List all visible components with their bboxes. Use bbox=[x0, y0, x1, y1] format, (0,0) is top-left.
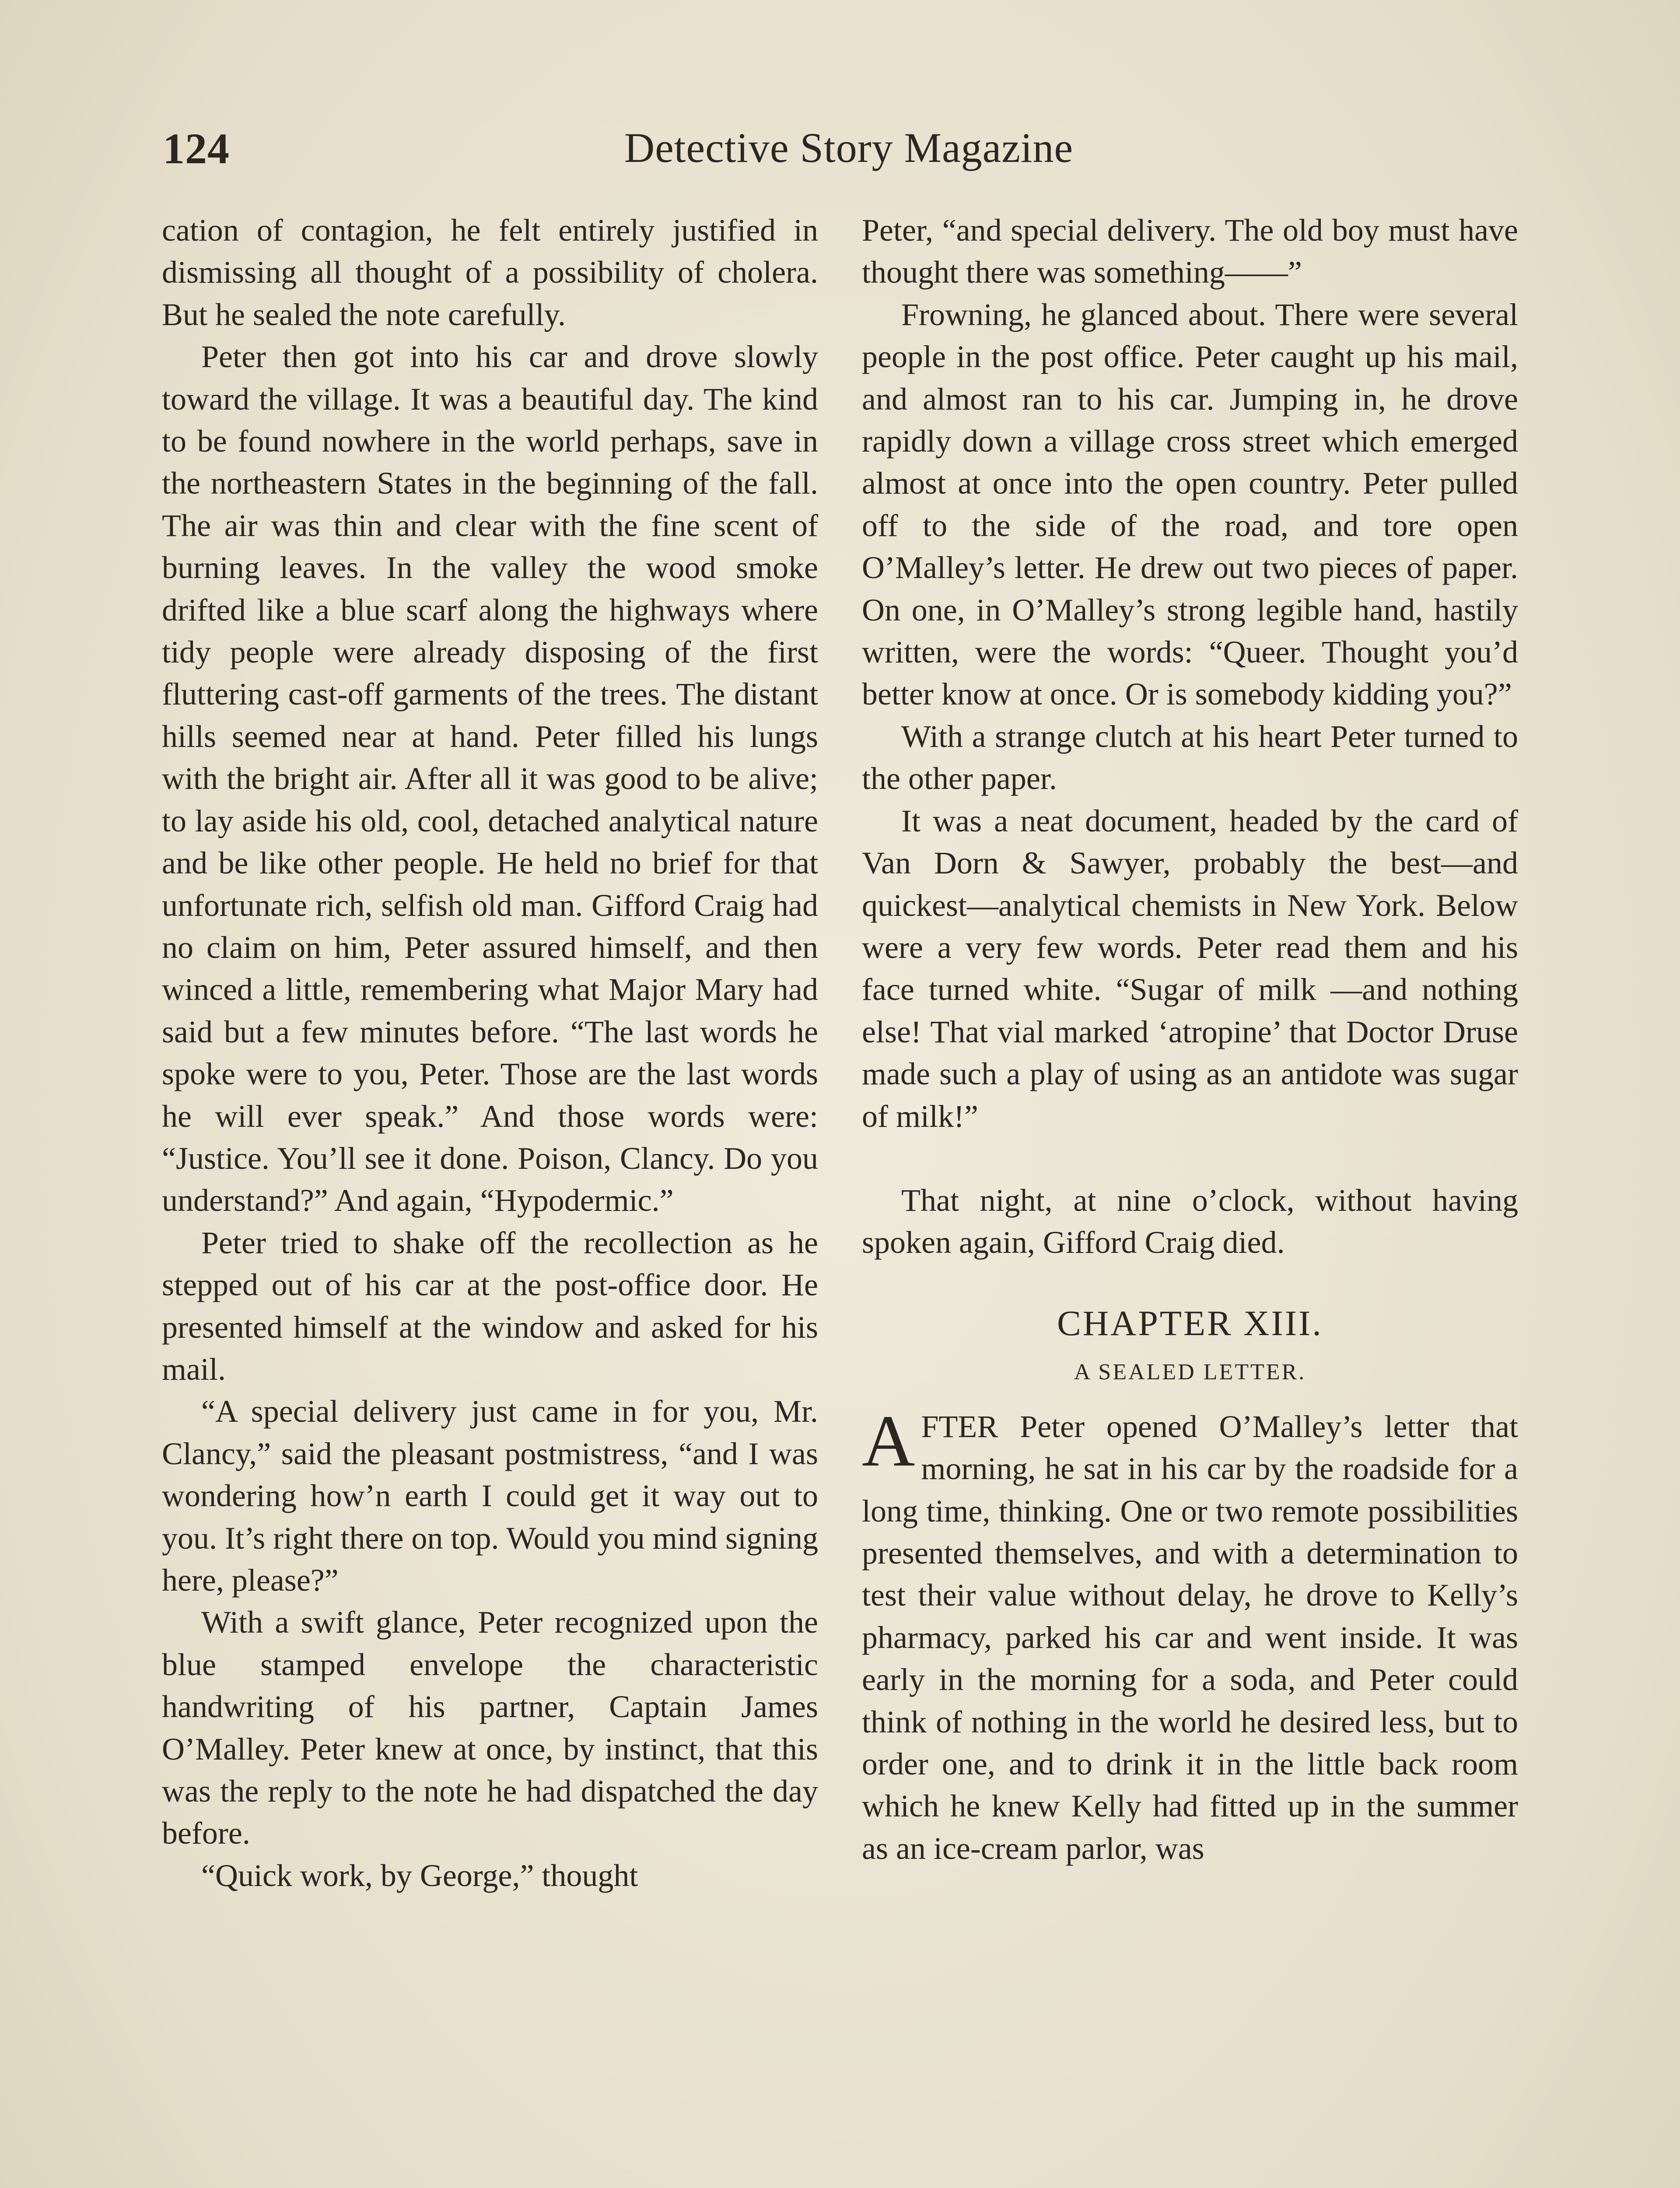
left-column bbox=[162, 209, 818, 1897]
paragraph: It was a neat document, headed by the card of Van Dorn & Sawyer, probably the best—and quickest—analytical chemists in New York. Below were a very few words. Peter read them and his face turned white. “Sugar of milk —and nothing else! That vial marked ‘atropine’ that Doctor Druse made such a play of using as an antidote was sugar of milk!” bbox=[862, 803, 1518, 1134]
paragraph: With a strange clutch at his heart Peter turned to the other paper. bbox=[862, 719, 1518, 796]
running-title: Detective Story Magazine bbox=[624, 124, 1074, 171]
chapter-opening-paragraph bbox=[862, 1400, 1518, 1869]
paragraph-text: FTER Peter opened O’Malley’s letter that morning, he sat in his car by the roadside for a long time, thinking. One or two remote possibilities presented themselves, and with a determination to test their value without delay, he drove to Kelly’s pharmacy, parked his car and went inside. It was early in the morning for a soda, and Peter could think of nothing in the world he desired less, but to order one, and to drink it in the little back room which he knew Kelly had fitted up in the summer as an ice-cream parlor, was bbox=[862, 1409, 1518, 1866]
chapter-heading: CHAPTER XIII. bbox=[1057, 1303, 1323, 1343]
paragraph: cation of contagion, he felt entirely justified in dismissing all thought of a possibility of cholera. But he sealed the note carefully. bbox=[162, 213, 818, 332]
right-column bbox=[862, 209, 1518, 1869]
paragraph: Frowning, he glanced about. There were several people in the post office. Peter caught up his mail, and almost ran to his car. Jumping in, he drove rapidly down a village cross street which emerged almost at once into the open country. Peter pulled off to the side of the road, and tore open O’Malley’s letter. He drew out two pieces of paper. On one, in O’Malley’s strong legible hand, hastily written, were the words: “Queer. Thought you’d better know at once. Or is somebody kidding you?” bbox=[862, 297, 1518, 712]
section-break bbox=[862, 1137, 1518, 1179]
paragraph: Peter, “and special delivery. The old boy must have thought there was something——” bbox=[862, 213, 1518, 290]
paragraph: With a swift glance, Peter recognized upon the blue stamped envelope the characteristic handwriting of his partner, Captain James O’Malley. Peter knew at once, by instinct, that this was the reply to the note he had dispatched the day before. bbox=[162, 1605, 818, 1851]
paragraph: “Quick work, by George,” thought bbox=[201, 1858, 638, 1893]
drop-cap: A bbox=[862, 1400, 915, 1482]
page-number: 124 bbox=[163, 124, 230, 173]
paragraph: Peter tried to shake off the recollection as he stepped out of his car at the post-office door. He presented himself at the window and asked for his mail. bbox=[162, 1225, 818, 1387]
paragraph: Peter then got into his car and drove slowly toward the village. It was a beautiful day. The kind to be found nowhere in the world perhaps, save in the northeastern States in the beginning of the fall. The air was thin and clear with the fine scent of burning leaves. In the valley the wood smoke drifted like a blue scarf along the highways where tidy people were already disposing of the first fluttering cast-off garments of the trees. The distant hills seemed near at hand. Peter filled his lungs with the bright air. After all it was good to be alive; to lay aside his old, cool, detached analytical nature and be like other people. He held no brief for that unfortunate rich, selfish old man. Gifford Craig had no claim on him, Peter assured himself, and then winced a little, remembering what Major Mary had said but a few minutes before. “The last words he spoke were to you, Peter. Those are the last words he will ever speak.” And those words were: “Justice. You’ll see it done. Poison, Clancy. Do you understand?” And again, “Hypodermic.” bbox=[162, 339, 818, 1218]
paragraph: That night, at nine o’clock, without having spoken again, Gifford Craig died. bbox=[862, 1182, 1518, 1260]
chapter-subtitle: A SEALED LETTER. bbox=[1074, 1359, 1306, 1385]
paragraph: “A special delivery just came in for you, Mr. Clancy,” said the pleasant postmistress, “and I was wondering how’n earth I could get it way out to you. It’s right there on top. Would you mind signing here, please?” bbox=[162, 1394, 818, 1598]
